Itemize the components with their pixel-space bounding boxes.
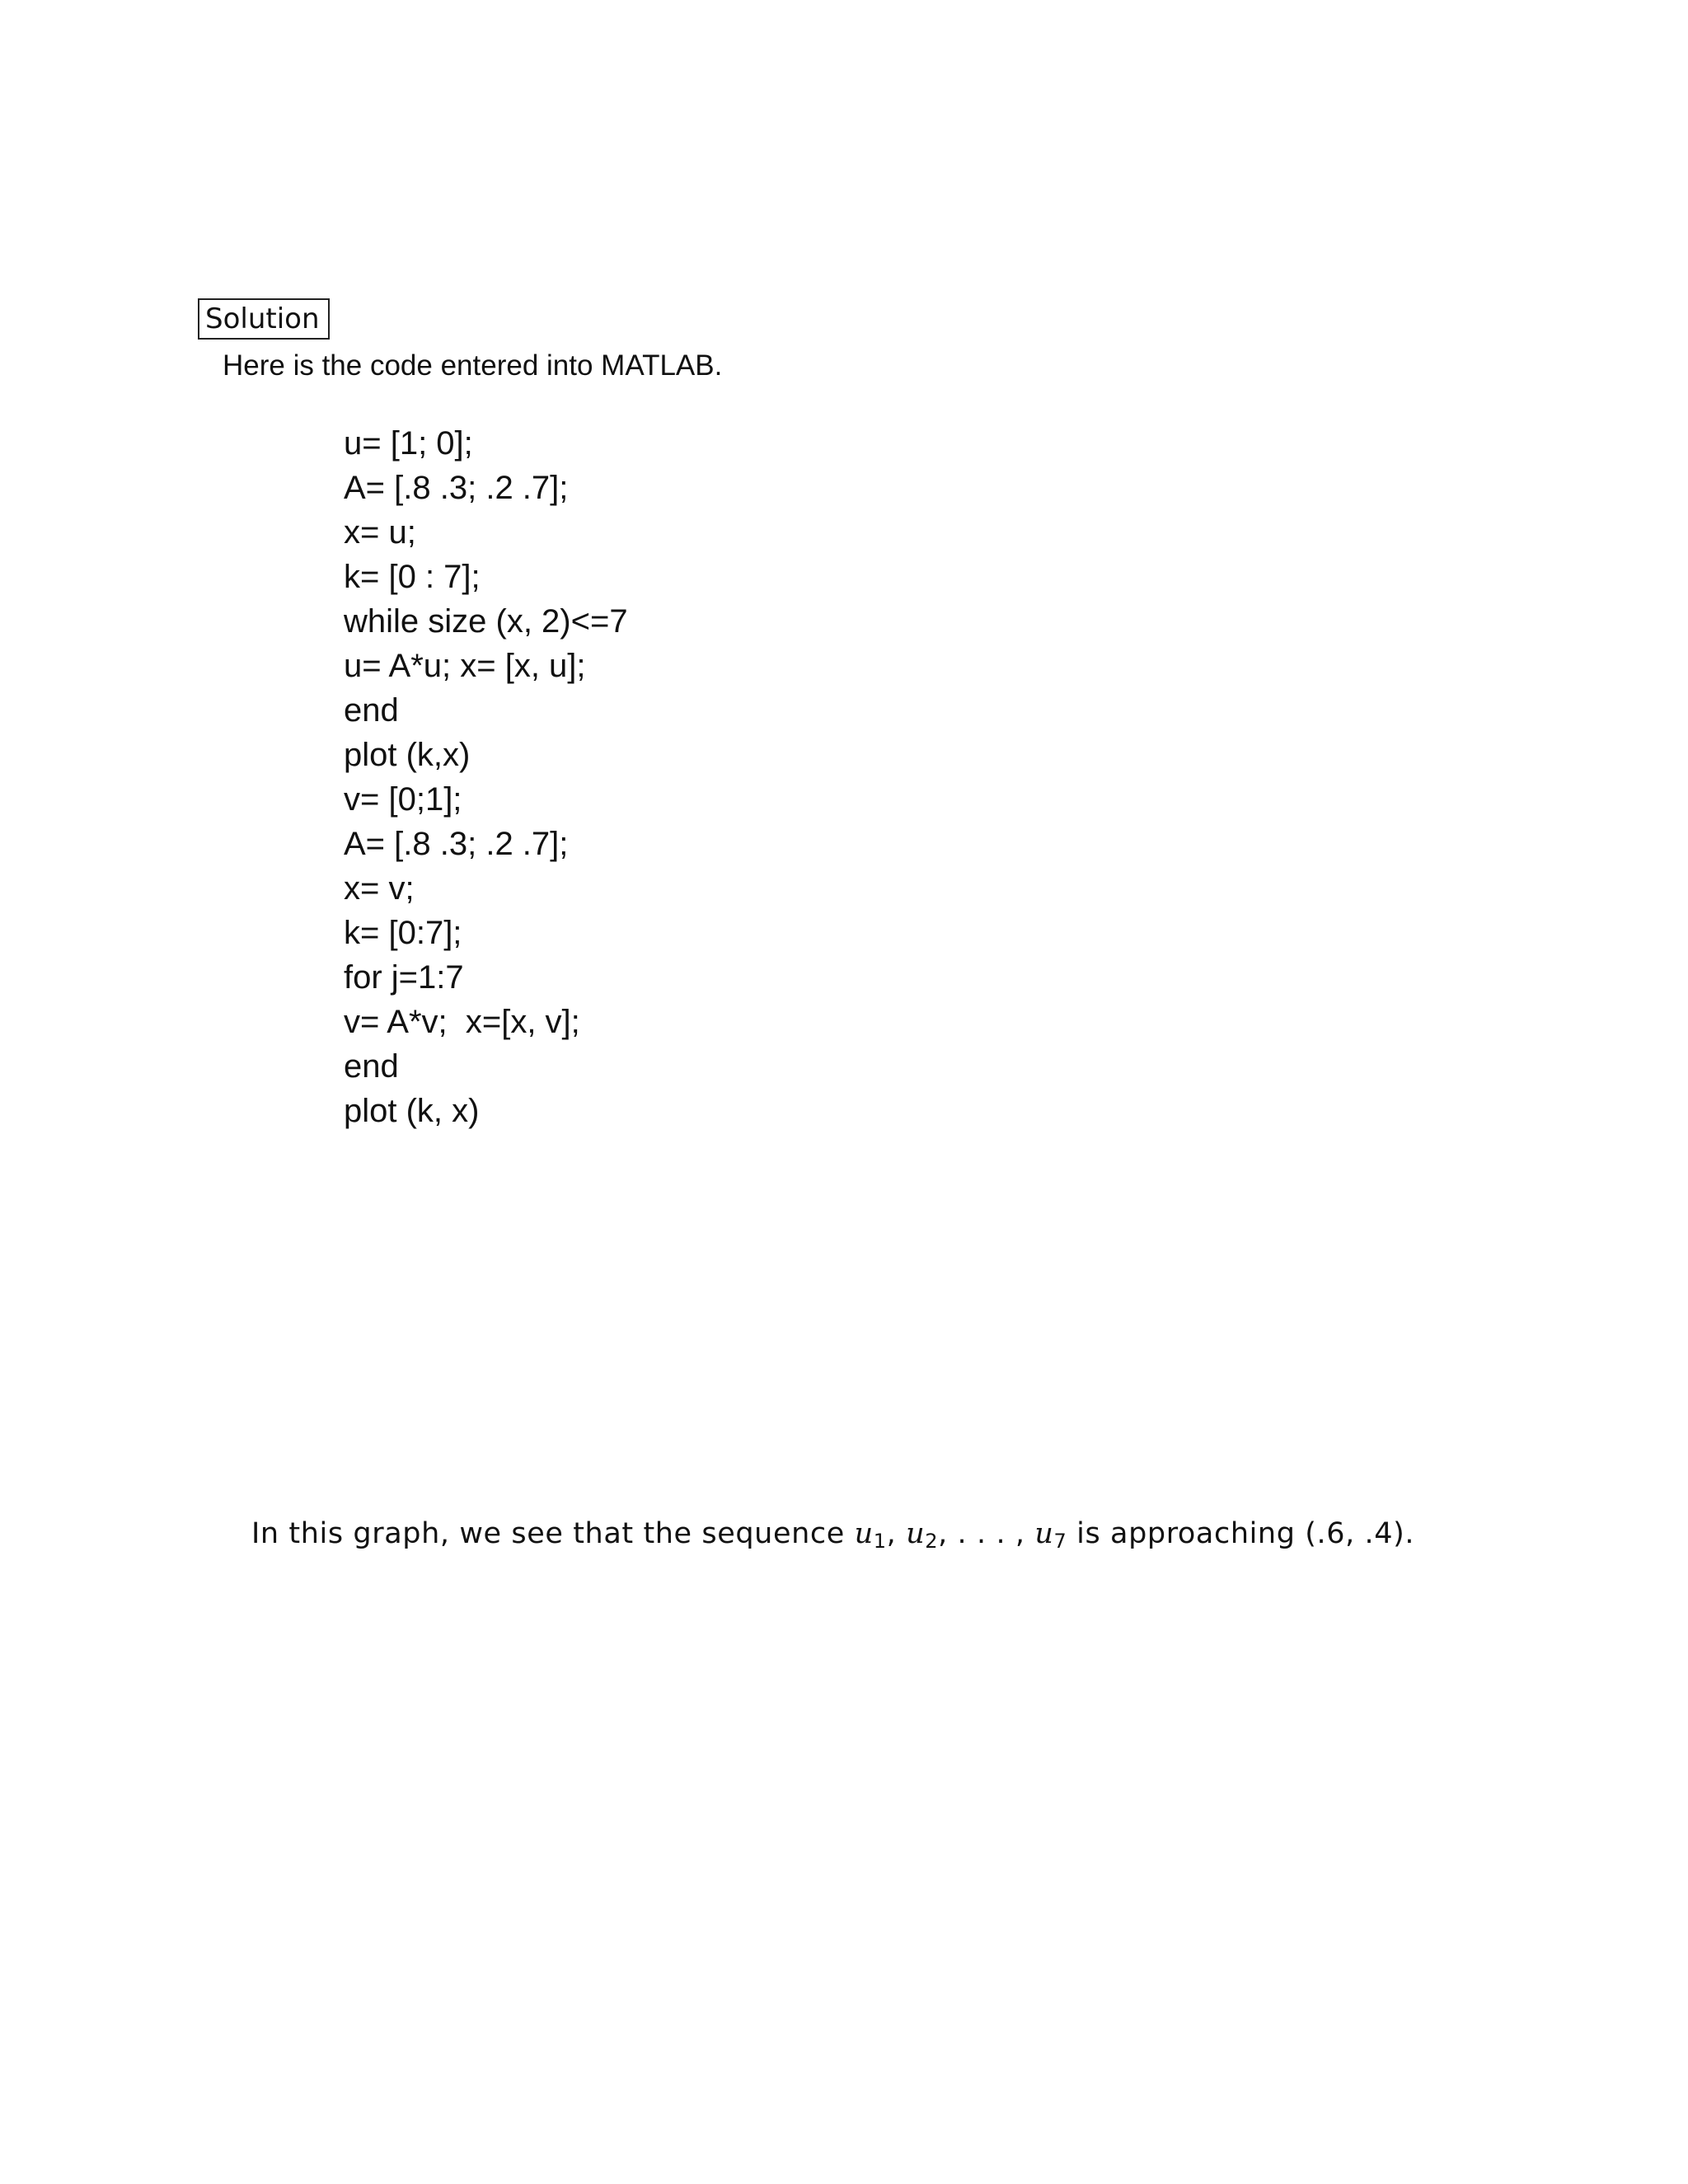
code-line: for j=1:7 <box>344 959 464 996</box>
math-variable: u <box>906 1517 926 1550</box>
conclusion-text <box>251 1515 1414 1553</box>
math-ellipsis: , . . . , <box>938 1517 1035 1550</box>
math-subscript: 1 <box>873 1530 887 1553</box>
code-line: x= u; <box>344 514 416 551</box>
code-line: v= [0;1]; <box>344 781 462 818</box>
matlab-code-block <box>344 421 628 1133</box>
code-line: u= A*u; x= [x, u]; <box>344 648 586 684</box>
code-line: plot (k, x) <box>344 1093 480 1129</box>
code-line: x= v; <box>344 870 415 907</box>
code-line: plot (k,x) <box>344 737 471 773</box>
math-separator: , <box>886 1517 907 1550</box>
math-subscript: 2 <box>925 1530 939 1553</box>
math-subscript: 7 <box>1053 1530 1067 1553</box>
math-variable: u <box>854 1517 874 1550</box>
code-line: A= [.8 .3; .2 .7]; <box>344 470 569 506</box>
conclusion-tail: is approaching (.6, .4). <box>1067 1517 1415 1550</box>
code-line: k= [0:7]; <box>344 915 462 951</box>
code-line: v= A*v; x=[x, v]; <box>344 1004 580 1040</box>
code-line: k= [0 : 7]; <box>344 559 481 595</box>
math-variable: u <box>1034 1517 1054 1550</box>
solution-heading-box: Solution <box>198 298 330 340</box>
code-line: A= [.8 .3; .2 .7]; <box>344 826 569 862</box>
code-line: u= [1; 0]; <box>344 425 473 462</box>
conclusion-lead: In this graph, we see that the sequence <box>251 1517 855 1550</box>
intro-text: Here is the code entered into MATLAB. <box>223 349 723 382</box>
code-line: end <box>344 692 399 729</box>
code-line: while size (x, 2)<=7 <box>344 603 628 640</box>
code-line: end <box>344 1048 399 1085</box>
